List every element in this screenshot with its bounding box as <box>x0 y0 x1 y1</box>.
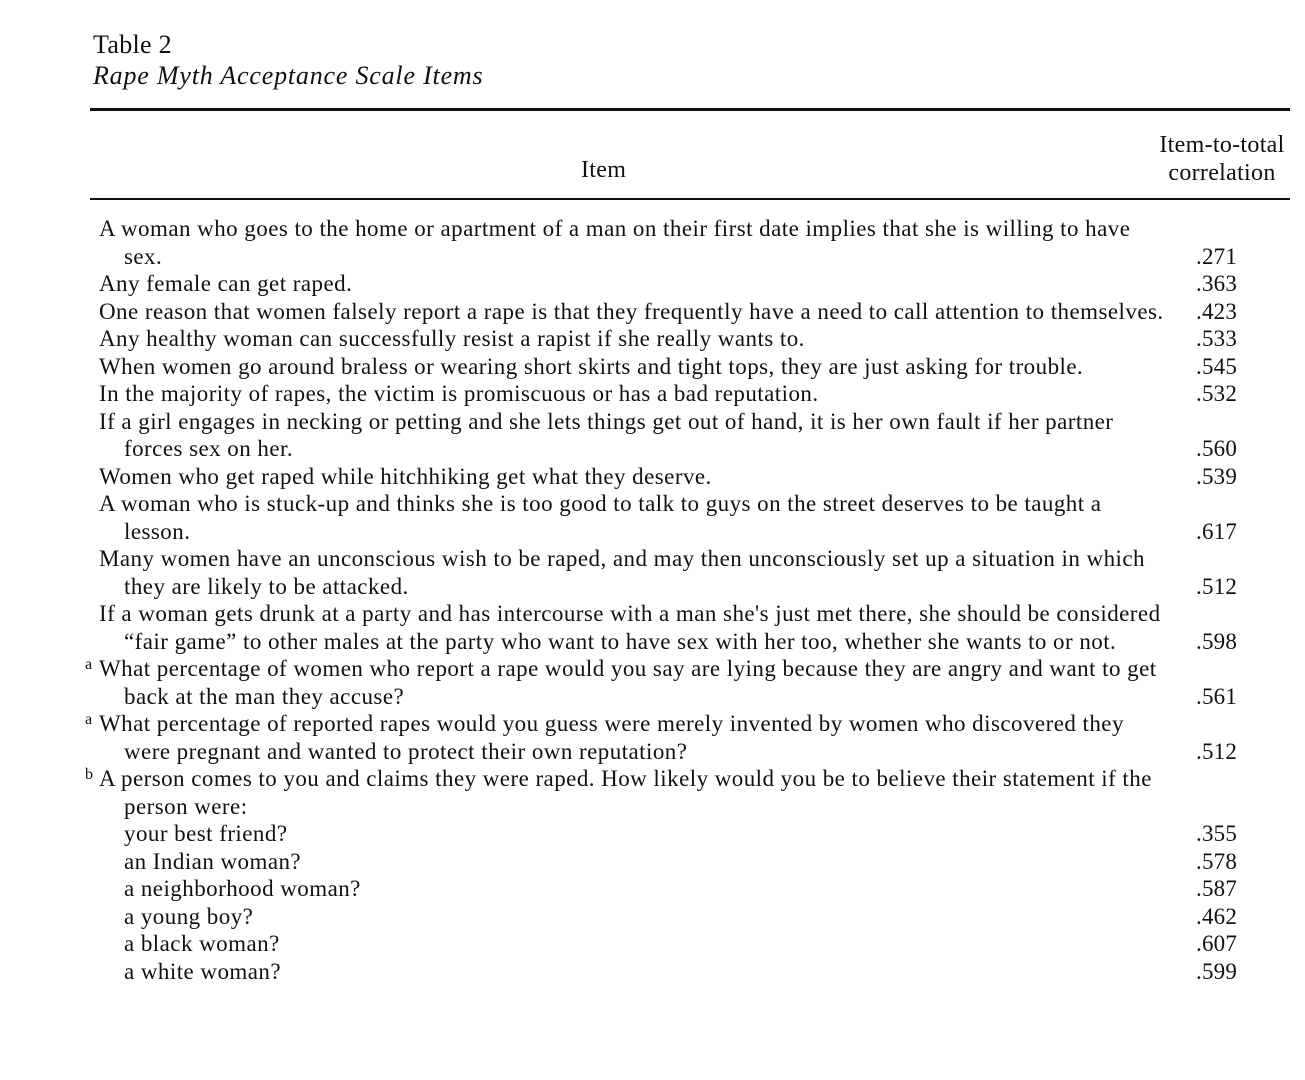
correlation-value: .532 <box>1196 381 1238 406</box>
correlation-value: .578 <box>1196 848 1238 874</box>
correlation-value: .462 <box>1196 903 1238 929</box>
subitem-text: an Indian woman? <box>124 848 302 874</box>
table-row <box>0 270 1305 298</box>
column-header-correlation <box>1145 131 1299 187</box>
table-subrow <box>0 848 1305 876</box>
table-row <box>0 490 1305 545</box>
item-text: What percentage of reported rapes would you guess were merely invented by women who discovered they were pregnant and wanted to protect their own reputation? <box>99 711 1124 764</box>
table-row <box>0 380 1305 408</box>
column-header-correlation-line2: correlation <box>1168 160 1276 186</box>
item-text: A woman who goes to the home or apartment of a man on their first date implies that she is willing to have sex. <box>99 216 1131 269</box>
correlation-value: .617 <box>1196 518 1238 544</box>
table-title: Rape Myth Acceptance Scale Items <box>93 61 484 90</box>
item-text: Women who get raped while hitchhiking get what they deserve. <box>99 463 712 489</box>
table-subrow <box>0 930 1305 958</box>
table-row <box>0 408 1305 463</box>
item-text: Any healthy woman can successfully resist a rapist if she really wants to. <box>99 326 805 351</box>
subitem-text: your best friend? <box>124 821 288 846</box>
correlation-value: .587 <box>1196 876 1238 901</box>
correlation-value: .355 <box>1196 821 1238 846</box>
table-row <box>0 545 1305 600</box>
subitem-text: a young boy? <box>124 903 254 929</box>
table-row <box>0 600 1305 655</box>
correlation-value: .598 <box>1196 628 1238 654</box>
correlation-value: .271 <box>1196 243 1238 269</box>
table-subrow <box>0 958 1305 986</box>
subitem-text: a black woman? <box>124 931 280 956</box>
column-header-item: Item <box>581 157 627 183</box>
top-rule <box>90 108 1290 111</box>
table-subrow <box>0 820 1305 848</box>
subitem-text: a neighborhood woman? <box>124 876 361 901</box>
table-caption <box>93 30 483 92</box>
item-text: When women go around braless or wearing short skirts and tight tops, they are just asking for trouble. <box>99 353 1084 379</box>
correlation-value: .539 <box>1196 463 1238 489</box>
footnote-marker: b <box>85 766 94 783</box>
correlation-value: .512 <box>1196 738 1238 764</box>
correlation-value: .423 <box>1196 298 1238 324</box>
subitem-text: a white woman? <box>124 958 282 984</box>
item-text: Any female can get raped. <box>99 271 353 296</box>
correlation-value: .599 <box>1196 958 1238 984</box>
table-row <box>0 463 1305 491</box>
table-row <box>0 765 1305 820</box>
item-text: In the majority of rapes, the victim is promiscuous or has a bad reputation. <box>99 381 819 406</box>
item-text: What percentage of women who report a rape would you say are lying because they are angry and want to get back at the man they accuse? <box>99 656 1157 709</box>
table-row <box>0 655 1305 710</box>
correlation-value: .363 <box>1196 271 1238 296</box>
correlation-value: .607 <box>1196 931 1238 956</box>
table-subrow <box>0 903 1305 931</box>
table-subrow <box>0 875 1305 903</box>
table-row <box>0 215 1305 270</box>
table-row <box>0 298 1305 326</box>
item-text: If a woman gets drunk at a party and has intercourse with a man she's just met there, she should be considered “fair game” to other males at the party who want to have sex with her too, whether she wants to or not. <box>99 601 1161 654</box>
correlation-value: .560 <box>1196 436 1238 461</box>
correlation-value: .512 <box>1196 573 1238 599</box>
item-text: Many women have an unconscious wish to be raped, and may then unconsciously set up a situation in which they are likely to be attacked. <box>99 546 1146 599</box>
table-body <box>0 215 1305 985</box>
correlation-value: .561 <box>1196 683 1238 709</box>
footnote-marker: a <box>85 656 93 673</box>
footnote-marker: a <box>85 711 93 728</box>
item-text: A woman who is stuck-up and thinks she is too good to talk to guys on the street deserves to be taught a lesson. <box>99 491 1102 544</box>
table-row <box>0 710 1305 765</box>
item-text: If a girl engages in necking or petting and she lets things get out of hand, it is her own fault if her partner forces sex on her. <box>99 408 1114 461</box>
column-header-correlation-line1: Item-to-total <box>1159 132 1285 158</box>
table-row <box>0 325 1305 353</box>
table-row <box>0 353 1305 381</box>
item-text: One reason that women falsely report a rape is that they frequently have a need to call attention to themselves. <box>99 298 1164 324</box>
header-rule <box>90 198 1290 200</box>
table-label: Table 2 <box>93 30 172 59</box>
correlation-value: .533 <box>1196 326 1238 351</box>
item-text: A person comes to you and claims they were raped. How likely would you be to believe their statement if the person were: <box>99 766 1152 819</box>
correlation-value: .545 <box>1196 353 1238 379</box>
